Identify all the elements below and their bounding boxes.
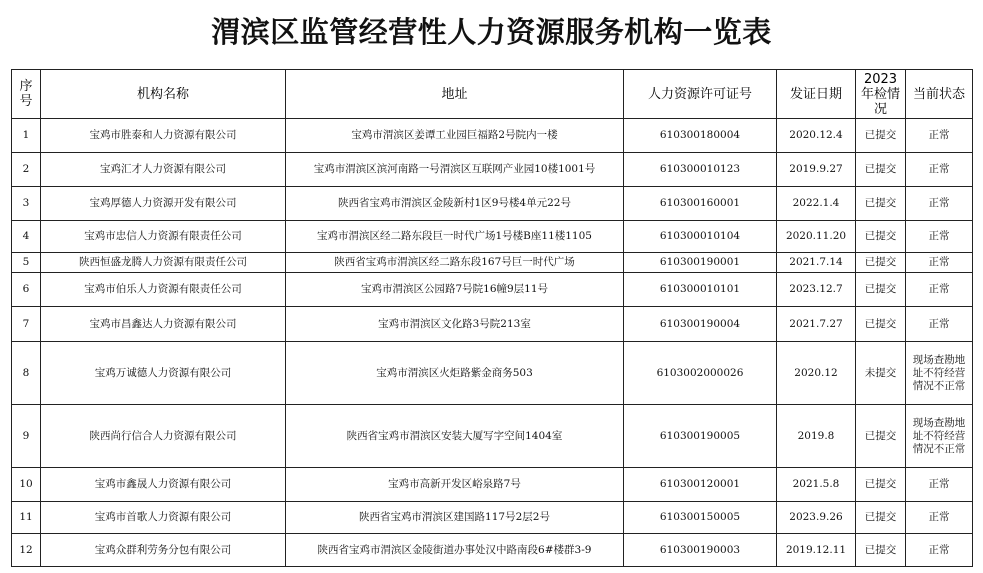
cell-index: 3 [12, 187, 41, 221]
agency-table [11, 69, 973, 567]
cell-name: 宝鸡万诚德人力资源有限公司 [41, 342, 286, 405]
cell-license: 610300190004 [624, 307, 777, 342]
cell-check: 已提交 [856, 187, 906, 221]
table-row [12, 153, 973, 187]
table-row [12, 273, 973, 307]
cell-address: 宝鸡市渭滨区火炬路紫金商务503 [286, 342, 624, 405]
table-row [12, 307, 973, 342]
cell-index: 6 [12, 273, 41, 307]
cell-index: 8 [12, 342, 41, 405]
cell-index: 1 [12, 119, 41, 153]
cell-name: 陕西尚行信合人力资源有限公司 [41, 405, 286, 468]
table-row [12, 502, 973, 534]
cell-license: 610300180004 [624, 119, 777, 153]
cell-address: 宝鸡市渭滨区公园路7号院16幢9层11号 [286, 273, 624, 307]
table-row [12, 187, 973, 221]
header-date: 发证日期 [777, 70, 856, 119]
cell-address: 陕西省宝鸡市渭滨区经二路东段167号巨一时代广场 [286, 253, 624, 273]
table-row [12, 221, 973, 253]
cell-name: 宝鸡市胜泰和人力资源有限公司 [41, 119, 286, 153]
cell-name: 宝鸡市鑫晟人力资源有限公司 [41, 468, 286, 502]
cell-status: 正常 [906, 119, 973, 153]
cell-date: 2020.12.4 [777, 119, 856, 153]
page-title: 渭滨区监管经营性人力资源服务机构一览表 [211, 15, 772, 49]
cell-date: 2019.12.11 [777, 534, 856, 567]
cell-address: 陕西省宝鸡市渭滨区金陵新村1区9号楼4单元22号 [286, 187, 624, 221]
cell-status: 正常 [906, 307, 973, 342]
cell-check: 已提交 [856, 502, 906, 534]
cell-name: 陕西恒盛龙腾人力资源有限责任公司 [41, 253, 286, 273]
cell-address: 宝鸡市渭滨区经二路东段巨一时代广场1号楼B座11楼1105 [286, 221, 624, 253]
cell-status: 正常 [906, 153, 973, 187]
table-row [12, 253, 973, 273]
cell-license: 610300190003 [624, 534, 777, 567]
cell-check: 已提交 [856, 253, 906, 273]
cell-date: 2019.9.27 [777, 153, 856, 187]
cell-status: 现场查勘地址不符经营情况不正常 [906, 342, 973, 405]
table-row [12, 119, 973, 153]
cell-status: 正常 [906, 187, 973, 221]
table-row [12, 468, 973, 502]
cell-check: 已提交 [856, 153, 906, 187]
cell-status: 正常 [906, 253, 973, 273]
header-address: 地址 [286, 70, 624, 119]
cell-license: 610300010123 [624, 153, 777, 187]
cell-address: 陕西省宝鸡市渭滨区建国路117号2层2号 [286, 502, 624, 534]
cell-date: 2023.12.7 [777, 273, 856, 307]
cell-date: 2022.1.4 [777, 187, 856, 221]
cell-check: 已提交 [856, 468, 906, 502]
cell-date: 2020.12 [777, 342, 856, 405]
table-row [12, 342, 973, 405]
cell-name: 宝鸡市忠信人力资源有限责任公司 [41, 221, 286, 253]
cell-license: 610300160001 [624, 187, 777, 221]
cell-address: 宝鸡市渭滨区姜谭工业园巨福路2号院内一楼 [286, 119, 624, 153]
cell-index: 7 [12, 307, 41, 342]
table-header [12, 70, 973, 119]
cell-license: 610300010101 [624, 273, 777, 307]
cell-name: 宝鸡市昌鑫达人力资源有限公司 [41, 307, 286, 342]
cell-status: 正常 [906, 468, 973, 502]
header-check-2023: 2023年检情况 [856, 70, 906, 119]
cell-index: 2 [12, 153, 41, 187]
table-row [12, 534, 973, 567]
header-name: 机构名称 [41, 70, 286, 119]
cell-license: 610300010104 [624, 221, 777, 253]
cell-address: 宝鸡市渭滨区文化路3号院213室 [286, 307, 624, 342]
cell-check: 已提交 [856, 221, 906, 253]
cell-index: 10 [12, 468, 41, 502]
cell-index: 4 [12, 221, 41, 253]
cell-address: 陕西省宝鸡市渭滨区金陵街道办事处汉中路南段6#楼群3-9 [286, 534, 624, 567]
cell-license: 610300190005 [624, 405, 777, 468]
cell-date: 2020.11.20 [777, 221, 856, 253]
cell-date: 2021.7.27 [777, 307, 856, 342]
cell-date: 2019.8 [777, 405, 856, 468]
cell-index: 5 [12, 253, 41, 273]
cell-date: 2021.5.8 [777, 468, 856, 502]
cell-check: 已提交 [856, 405, 906, 468]
table-body [12, 119, 973, 567]
header-status: 当前状态 [906, 70, 973, 119]
cell-date: 2023.9.26 [777, 502, 856, 534]
cell-index: 12 [12, 534, 41, 567]
cell-address: 宝鸡市渭滨区滨河南路一号渭滨区互联网产业园10楼1001号 [286, 153, 624, 187]
cell-name: 宝鸡市首歌人力资源有限公司 [41, 502, 286, 534]
cell-status: 正常 [906, 502, 973, 534]
cell-license: 610300120001 [624, 468, 777, 502]
cell-status: 正常 [906, 221, 973, 253]
cell-status: 现场查勘地址不符经营情况不正常 [906, 405, 973, 468]
cell-license: 610300150005 [624, 502, 777, 534]
cell-check: 已提交 [856, 119, 906, 153]
cell-date: 2021.7.14 [777, 253, 856, 273]
cell-check: 已提交 [856, 273, 906, 307]
cell-status: 正常 [906, 273, 973, 307]
cell-check: 已提交 [856, 534, 906, 567]
cell-name: 宝鸡汇才人力资源有限公司 [41, 153, 286, 187]
cell-status: 正常 [906, 534, 973, 567]
cell-address: 宝鸡市高新开发区峪泉路7号 [286, 468, 624, 502]
cell-name: 宝鸡市伯乐人力资源有限责任公司 [41, 273, 286, 307]
cell-name: 宝鸡厚德人力资源开发有限公司 [41, 187, 286, 221]
header-license: 人力资源许可证号 [624, 70, 777, 119]
header-index: 序号 [12, 70, 41, 119]
cell-address: 陕西省宝鸡市渭滨区安装大厦写字空间1404室 [286, 405, 624, 468]
cell-license: 6103002000026 [624, 342, 777, 405]
cell-check: 已提交 [856, 307, 906, 342]
cell-name: 宝鸡众群利劳务分包有限公司 [41, 534, 286, 567]
cell-license: 610300190001 [624, 253, 777, 273]
cell-index: 9 [12, 405, 41, 468]
cell-index: 11 [12, 502, 41, 534]
table-row [12, 405, 973, 468]
cell-check: 未提交 [856, 342, 906, 405]
